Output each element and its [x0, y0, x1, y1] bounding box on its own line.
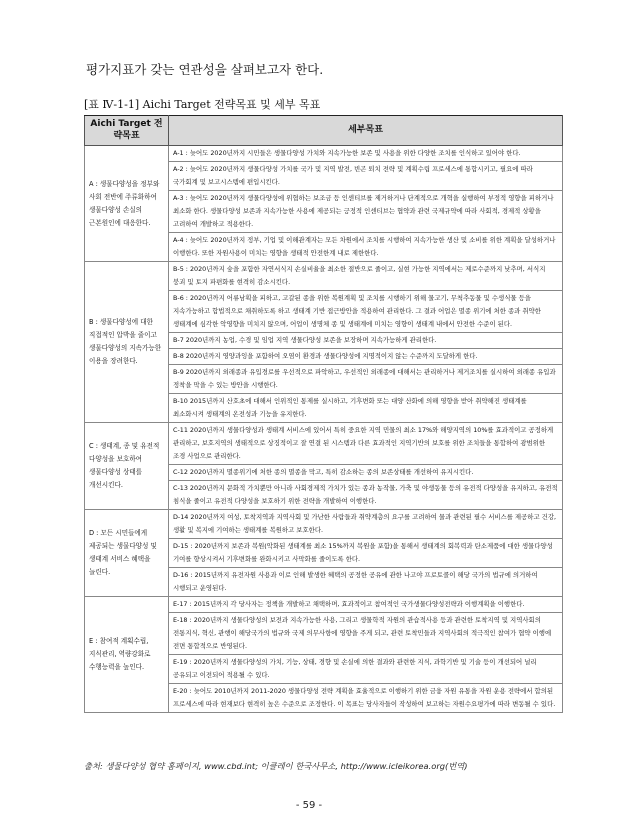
target-a3: A-3 : 늦어도 2020년까지 생물다양성에 위협하는 보조금 등 인센티브를 제거하거나 단계적으로 개혁을 실행하여 부정적 영향을 피하거나 최소화 한다. 생물다양성 보존과 지속가능한 사용에 제공되는 긍정적 인센티브는 협약과 관련 국제규약에 따라 사회적, 경제적 상황을 고려하여 개발하고 적용한다.: [169, 191, 563, 233]
page-number: - 59 -: [295, 800, 323, 811]
goal-d: D : 모든 시민들에게 제공되는 생물다양성 및 생태계 서비스 혜택을 늘린다.: [85, 510, 169, 597]
target-a4: A-4 : 늦어도 2020년까지 정부, 기업 및 이해관계자는 모든 차원에서 조치를 시행하여 지속가능한 생산 및 소비를 위한 계획을 달성하거나 이행한다. 또한 자원사용이 미치는 영향을 생태적 안전한계 내로 제한한다.: [169, 233, 563, 262]
goal-b: B : 생물다양성에 대한 직접적인 압박을 줄이고 생물다양성의 지속가능한 이용을 장려한다.: [85, 262, 169, 423]
table-row: [85, 146, 563, 162]
intro-text: 평가지표가 갖는 연관성을 살펴보고자 한다.: [86, 62, 324, 77]
target-b6: B-6 : 2020년까지 어류남획을 피하고, 고갈된 종을 위한 복원계획 및 조치를 시행하기 위해 물고기, 무척추동물 및 수생식물 등을 지속가능하고 합법적으로 채취하도록 하고 생태계 기반 접근방안을 적용하여 관리한다. 그 결과 어업은 멸종 위기에 처한 종과 취약한 생태계에 심각한 악영향을 미치지 않으며, 어업이 생명체 종 및 생태계에 미치는 영향이 생태계 내에서 안전한 수준이 된다.: [169, 291, 563, 333]
table-caption: [표 Ⅳ-1-1] Aichi Target 전략목표 및 세부 목표: [84, 98, 321, 111]
table-header-row: [85, 116, 563, 146]
target-a1: A-1 : 늦어도 2020년까지 시민들은 생물다양성 가치와 지속가능한 보존 및 사용을 위한 다양한 조치를 인식하고 있어야 한다.: [169, 146, 563, 162]
target-b9: B-9 2020년까지 외래종과 유입경로를 우선적으로 파악하고, 우선적인 외래종에 대해서는 관리하거나 제거조치를 실시하여 외래종 유입과 정착을 막을 수 있는 방안을 시행한다.: [169, 365, 563, 394]
goal-e: E : 참여적 계획수립, 지식관리, 역량강화로 수행능력을 높인다.: [85, 597, 169, 713]
target-c13: C-13 2020년까지 문화적 가치뿐만 아니라 사회경제적 가치가 있는 종과 농작물, 가축 및 야생동물 등의 유전적 다양성을 유지하고, 유전적 침식을 줄이고 유전적 다양성을 보호하기 위한 전략을 개발하여 이행한다.: [169, 481, 563, 510]
aichi-target-table: [84, 115, 563, 713]
target-b7: B-7 2020년까지 농업, 수경 및 임업 지역 생물다양성 보존을 보장하며 지속가능하게 관리한다.: [169, 333, 563, 349]
target-d16: D-16 : 2015년까지 유전자원 사용과 이로 인해 발생한 혜택의 공정한 공유에 관한 나고야 프로토콜이 해당 국가의 법규에 의거하여 시행되고 운영된다.: [169, 568, 563, 597]
target-e20: E-20 : 늦어도 2010년까지 2011-2020 생물다양성 전략 계획을 효율적으로 이행하기 위한 금융 자원 유통을 자원 운용 전략에서 합의된 프로세스에 따라 현재보다 현격히 높은 수준으로 조정한다. 이 목표는 당사자들이 작성하여 보고하는 자원수요평가에 따라 변동될 수 있다.: [169, 684, 563, 713]
table-row: [85, 262, 563, 291]
table-row: [85, 597, 563, 613]
target-b10: B-10 2015년까지 산호초에 대해서 인위적인 통제를 실시하고, 기후변화 또는 대양 산화에 의해 영향을 받아 취약해진 생태계를 최소화시켜 생태계의 온전성과 기능을 유지한다.: [169, 394, 563, 423]
table-row: [85, 423, 563, 465]
header-strategic-goal: Aichi Target 전략목표: [85, 116, 169, 146]
target-c12: C-12 2020년까지 멸종위기에 처한 종의 멸종을 막고, 특히 감소하는 종의 보존상태를 개선하여 유지시킨다.: [169, 465, 563, 481]
target-b5: B-5 : 2020년까지 숲을 포함한 자연서식지 손실비율을 최소한 절반으로 줄이고, 실현 가능한 지역에서는 제로수준까지 낮추며, 서식지 붕괴 및 토지 파편화를 현격히 감소시킨다.: [169, 262, 563, 291]
table-row: [85, 510, 563, 539]
target-b8: B-8 2020년까지 영양과잉을 포함하여 오염이 환경과 생물다양성에 지명적이지 않는 수준까지 도달하게 한다.: [169, 349, 563, 365]
header-sub-targets: 세부목표: [169, 116, 563, 146]
target-d15: D-15 : 2020년까지 보존과 복원(악화된 생태계를 최소 15%까지 복원을 포함)을 통해서 생태계의 회복력과 탄소제품에 대한 생물다양성 기여를 향상시켜서 기후변화를 완화시키고 사막화를 줄이도록 한다.: [169, 539, 563, 568]
target-d14: D-14 2020년까지 여성, 토착지역과 지역사회 및 가난한 사람들과 취약계층의 요구를 고려하여 물과 관련된 필수 서비스를 제공하고 건강, 생활 및 복지에 기여하는 생태계를 복원하고 보호한다.: [169, 510, 563, 539]
target-e19: E-19 : 2020년까지 생물다양성의 가치, 기능, 상태, 경향 및 손실에 의한 결과와 관련한 지식, 과학기반 및 기술 등이 개선되어 널리 공유되고 이전되어 적용될 수 있다.: [169, 655, 563, 684]
target-e17: E-17 : 2015년까지 각 당사자는 정책을 개발하고 채택하며, 효과적이고 참여적인 국가생물다양성전략과 이행계획을 이행한다.: [169, 597, 563, 613]
goal-a: A : 생물다양성을 정부와 사회 전반에 주류화하여 생물다양성 손실의 근본원인에 대응한다.: [85, 146, 169, 262]
target-a2: A-2 : 늦어도 2020년까지 생물다양성 가치를 국가 및 지역 발전, 빈곤 퇴치 전략 및 계획수립 프로세스에 통합시키고, 필요에 따라 국가회계 및 보고시스템에 편입시킨다.: [169, 162, 563, 191]
target-e18: E-18 : 2020년까지 생물다양성의 보전과 지속가능한 사용, 그리고 생물학적 자원의 관습적사용 등과 관련한 토착지역 및 지역사회의 전통지식, 혁신, 관행이 해당국가의 법규와 국제 의무사항에 영향을 주게 되고, 관련 토착민들과 지역사회의 적극적인 참여가 협약 이행에 전면 통합적으로 반영된다.: [169, 613, 563, 655]
source-note: 출처: 생물다양성 협약 홈페이지, www.cbd.int; 이클레이 한국사무소, http://www.icleikorea.org(번역): [84, 761, 468, 771]
target-c11: C-11 2020년까지 생물다양성과 생태계 서비스에 있어서 특히 중요한 지역 민물의 최소 17%와 해양지역의 10%를 효과적이고 공정하게 관리하고, 보호지역의 생태적으로 상징적이고 잘 연결 된 시스템과 다른 효과적인 지역기반의 보호를 위한 조치들을 통합하여 광범위한 조경 사업으로 관리한다.: [169, 423, 563, 465]
goal-c: C : 생태계, 종 및 유전적 다양성을 보호하여 생물다양성 상태를 개선시킨다.: [85, 423, 169, 510]
